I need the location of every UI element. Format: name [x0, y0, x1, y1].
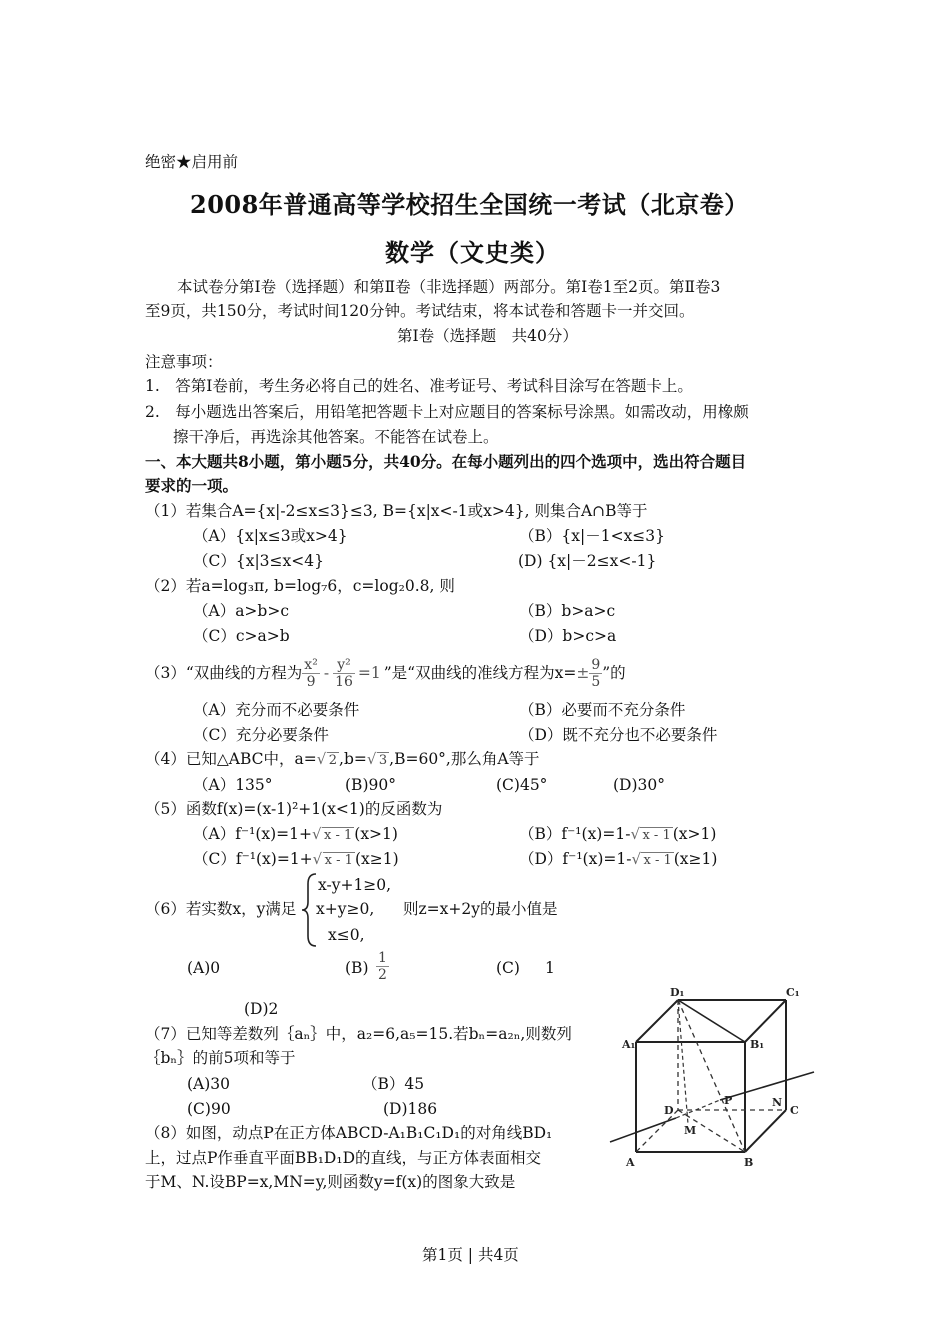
- q5-d-pre: （D）f⁻¹(x)=1-: [519, 850, 632, 868]
- q2-option-d: （D）b>c>a: [519, 627, 617, 645]
- q3-minus: -: [323, 664, 330, 682]
- q5-a-pre: （A）f⁻¹(x)=1+: [193, 825, 312, 843]
- q3-option-b: （B）必要而不充分条件: [519, 701, 686, 719]
- fig-label-d: D: [664, 1104, 674, 1117]
- q5-option-c: [193, 849, 399, 869]
- q4-sqrt-3: √ 3: [377, 752, 389, 769]
- q2-option-a: （A）a>b>c: [193, 602, 290, 620]
- q5-c-post: (x≥1): [354, 850, 399, 868]
- q7-option-c: (C)90: [187, 1100, 231, 1118]
- cube-figure: [600, 980, 825, 1175]
- page-footer: 第1页 | 共4页: [422, 1246, 519, 1264]
- note-1: 1. 答第Ⅰ卷前，考生务必将自己的姓名、准考证号、考试科目涂写在答题卡上。: [145, 377, 693, 395]
- q4-stem-mid: ,b=: [339, 750, 367, 768]
- q7-option-b: （B）45: [362, 1075, 425, 1093]
- section-heading-line-1: 一、本大题共8小题，第小题5分，共40分。在每小题列出的四个选项中，选出符合题目: [145, 452, 747, 471]
- q4-option-d: (D)30°: [613, 776, 665, 794]
- part1-heading: 第Ⅰ卷（选择题 共40分）: [397, 327, 578, 345]
- q6-stem-pre: （6）若实数x，y满足: [145, 900, 297, 918]
- q3-frac2-den: 16: [335, 673, 353, 690]
- q4-stem-post: ,B=60°,那么角A等于: [389, 750, 540, 768]
- q3-stem-mid: ”是“双曲线的准线方程为x=: [383, 664, 577, 682]
- q6-option-c-value: 1: [545, 959, 555, 977]
- notes-heading: 注意事项：: [145, 353, 223, 371]
- q5-d-post: (x≥1): [673, 850, 718, 868]
- q5-option-b: [519, 824, 716, 844]
- q5-option-d: [519, 849, 717, 869]
- q2-option-b: （B）b>a>c: [519, 602, 616, 620]
- q3-frac1-num: x²: [304, 656, 318, 673]
- q3-option-c: （C）充分必要条件: [193, 726, 329, 744]
- confidential-label: 绝密★启用前: [145, 153, 239, 171]
- q5-option-a: [193, 824, 398, 844]
- q5-a-radical: √ x - 1: [322, 827, 354, 844]
- q3-stem-post: ”的: [602, 664, 626, 682]
- q4-stem: [145, 749, 540, 769]
- q7-stem-line-2: ｛bₙ｝的前5项和等于: [145, 1049, 296, 1067]
- q3-equals: =1: [357, 664, 381, 682]
- fig-label-n: N: [772, 1096, 783, 1109]
- q6-option-d: (D)2: [244, 1000, 279, 1018]
- q4-option-b: (B)90°: [345, 776, 396, 794]
- q6-option-b-fraction: [376, 950, 389, 983]
- exam-title: 2008年普通高等学校招生全国统一考试（北京卷）: [190, 190, 749, 219]
- fig-label-a: A: [626, 1156, 635, 1169]
- intro-line-1: 本试卷分第Ⅰ卷（选择题）和第Ⅱ卷（非选择题）两部分。第Ⅰ卷1至2页。第Ⅱ卷3: [177, 278, 721, 296]
- q6-option-c: (C): [496, 959, 520, 977]
- q6-b-num: 1: [378, 950, 387, 966]
- fig-label-p: P: [724, 1094, 733, 1107]
- q5-b-post: (x>1): [672, 825, 717, 843]
- q5-b-pre: （B）f⁻¹(x)=1-: [519, 825, 631, 843]
- q5-c-pre: （C）f⁻¹(x)=1+: [193, 850, 313, 868]
- q3-stem-pre: （3）“双曲线的方程为: [145, 664, 303, 682]
- q5-d-radical: √ x - 1: [641, 852, 673, 869]
- q6-stem-post: 则z=x+2y的最小值是: [403, 900, 558, 918]
- q3-fraction-x: [302, 657, 320, 690]
- q6-constraint-3: x≤0,: [328, 926, 365, 944]
- q4-option-a: （A）135°: [193, 776, 273, 794]
- exam-subtitle: 数学（文史类）: [385, 238, 560, 267]
- fig-label-a1: A₁: [622, 1038, 636, 1051]
- q6-constraint-2: x+y≥0,: [316, 900, 375, 918]
- q5-a-post: (x>1): [354, 825, 398, 843]
- q1-stem: （1）若集合A={x|-2≤x≤3}≤3, B={x|x<-1或x>4}, 则集合A∩B等于: [145, 502, 648, 520]
- q3-stem: [145, 651, 626, 695]
- q1-option-d: (D) {x|－2≤x<-1}: [518, 552, 657, 570]
- q7-stem-line-1: （7）已知等差数列｛aₙ｝中，a₂=6,a₅=15.若bₙ=a₂ₙ,则数列: [145, 1025, 572, 1043]
- note-2-line-2: 擦干净后，再选涂其他答案。不能答在试卷上。: [173, 428, 499, 446]
- q8-stem-line-2: 上，过点P作垂直平面BB₁D₁D的直线，与正方体表面相交: [145, 1149, 541, 1167]
- fig-label-c1: C₁: [786, 986, 800, 999]
- q1-option-b: （B）{x|－1<x≤3}: [519, 527, 666, 545]
- q3-option-d: （D）既不充分也不必要条件: [519, 726, 718, 744]
- q7-option-d: (D)186: [383, 1100, 438, 1118]
- q2-stem: （2）若a=log₃π, b=log₇6，c=log₂0.8, 则: [145, 577, 455, 595]
- q3-plusminus: ±: [576, 664, 590, 682]
- q3-option-a: （A）充分而不必要条件: [193, 701, 360, 719]
- q5-b-radical: √ x - 1: [640, 827, 672, 844]
- q4-option-c: (C)45°: [496, 776, 548, 794]
- q6-b-den: 2: [378, 967, 387, 983]
- q2-option-c: （C）c>a>b: [193, 627, 290, 645]
- q4-stem-pre: （4）已知△ABC中，a=: [145, 750, 317, 768]
- q3-frac2-num: y²: [333, 657, 355, 674]
- q8-stem-line-1: （8）如图，动点P在正方体ABCD-A₁B₁C₁D₁的对角线BD₁: [145, 1124, 553, 1142]
- q5-stem: （5）函数f(x)=(x-1)²+1(x<1)的反函数为: [145, 800, 443, 818]
- q3-frac3-den: 5: [591, 673, 601, 690]
- note-2-line-1: 2. 每小题选出答案后，用铅笔把答题卡上对应题目的答案标号涂黑。如需改动，用橡颇: [145, 403, 749, 421]
- fig-label-c: C: [790, 1104, 799, 1117]
- q3-frac1-den: 9: [306, 673, 316, 690]
- q8-stem-line-3: 于M、N.设BP=x,MN=y,则函数y=f(x)的图象大致是: [145, 1173, 516, 1191]
- q6-constraint-1: x-y+1≥0,: [318, 876, 392, 894]
- intro-line-2: 至9页，共150分，考试时间120分钟。考试结束，将本试卷和答题卡一并交回。: [145, 302, 695, 320]
- fig-label-b1: B₁: [750, 1038, 765, 1051]
- q6-option-b: (B): [345, 959, 369, 977]
- section-heading-line-2: 要求的一项。: [145, 476, 239, 495]
- q7-option-a: (A)30: [187, 1075, 231, 1093]
- q1-option-c: （C）{x|3≤x<4}: [193, 552, 324, 570]
- fig-label-b: B: [744, 1156, 754, 1169]
- fig-label-d1: D₁: [670, 986, 685, 999]
- fig-label-m: M: [684, 1124, 697, 1137]
- q3-fraction-y: [333, 657, 355, 690]
- q6-option-a: (A)0: [187, 959, 221, 977]
- q5-c-radical: √ x - 1: [323, 852, 355, 869]
- q4-sqrt-2: √ 2: [327, 752, 339, 769]
- q3-frac3-num: 9: [591, 656, 601, 673]
- q3-fraction-directrix: [589, 657, 602, 690]
- q1-option-a: （A）{x|x≤3或x>4}: [193, 527, 348, 545]
